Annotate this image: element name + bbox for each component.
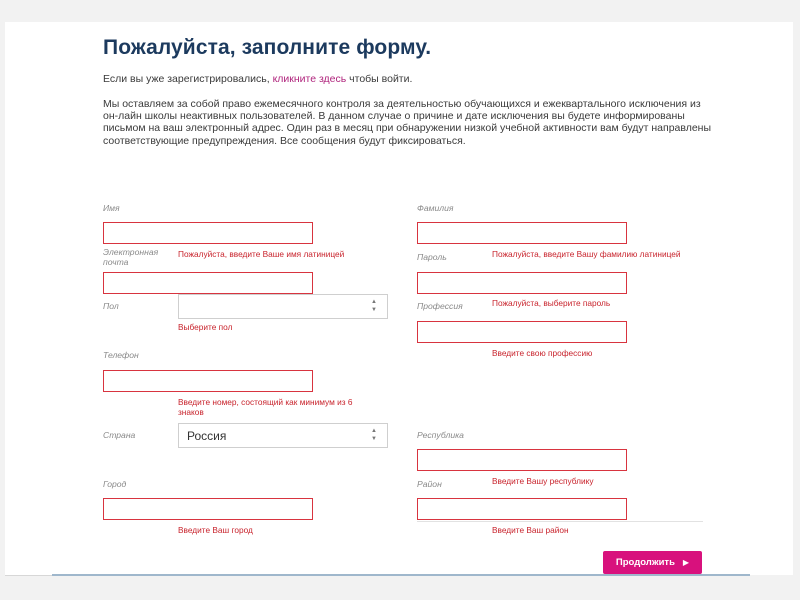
password-label: Пароль [417, 252, 447, 262]
district-field[interactable] [417, 498, 627, 520]
login-hint [103, 73, 412, 85]
country-selected: Россия [187, 429, 227, 443]
profession-field[interactable] [417, 321, 627, 343]
district-error: Введите Ваш район [492, 525, 569, 535]
bottom-rule [52, 574, 750, 576]
form-divider [417, 521, 703, 522]
gender-label: Пол [103, 301, 119, 311]
page-title: Пожалуйста, заполните форму. [103, 36, 432, 59]
profession-label: Профессия [417, 301, 463, 311]
email-label: Электронная почта [103, 247, 159, 267]
select-arrows-icon: ▲ ▼ [371, 428, 377, 442]
last-name-error: Пожалуйста, введите Вашу фамилию латиницей [492, 249, 681, 259]
phone-error: Введите номер, состоящий как минимум из 6 знаков [178, 397, 353, 417]
first-name-error: Пожалуйста, введите Ваше имя латиницей [178, 249, 345, 259]
gender-select[interactable] [178, 294, 388, 319]
email-field[interactable] [103, 272, 313, 294]
first-name-field[interactable] [103, 222, 313, 244]
chevron-right-icon: ▶ [682, 558, 690, 567]
city-label: Город [103, 479, 127, 489]
city-error: Введите Ваш город [178, 525, 253, 535]
country-select[interactable] [178, 423, 388, 448]
select-arrows-icon: ▲ ▼ [371, 299, 377, 313]
activity-notice: Мы оставляем за собой право ежемесячного контроля за деятельностью обучающихся и ежеквартального исключения из он-лайн школы неактивных пользователей. В данном случае о причине и дате исключения вы будете информированы письмом на ваш электронный адрес. Один раз в месяц при обнаружении низкой учебной активности вам будут направлены соответствующие предупреждения. Все сообщения будут фиксироваться. [103, 98, 712, 147]
login-hint-suffix: чтобы войти. [346, 73, 413, 85]
republic-label: Республика [417, 430, 464, 440]
first-name-label: Имя [103, 203, 120, 213]
district-label: Район [417, 479, 442, 489]
republic-field[interactable] [417, 449, 627, 471]
gender-error: Выберите пол [178, 322, 233, 332]
profession-error: Введите свою профессию [492, 348, 593, 358]
country-label: Страна [103, 430, 136, 440]
bottom-rule-left [5, 575, 52, 576]
last-name-field[interactable] [417, 222, 627, 244]
phone-label: Телефон [103, 350, 139, 360]
continue-button[interactable] [603, 551, 702, 574]
login-hint-prefix: Если вы уже зарегистрировались, [103, 73, 273, 85]
phone-field[interactable] [103, 370, 313, 392]
password-error: Пожалуйста, выберите пароль [492, 298, 611, 308]
continue-label: Продолжить [615, 557, 675, 568]
republic-error: Введите Вашу республику [492, 476, 594, 486]
city-field[interactable] [103, 498, 313, 520]
last-name-label: Фамилия [417, 203, 454, 213]
password-field[interactable] [417, 272, 627, 294]
login-link[interactable]: кликните здесь [272, 73, 347, 85]
